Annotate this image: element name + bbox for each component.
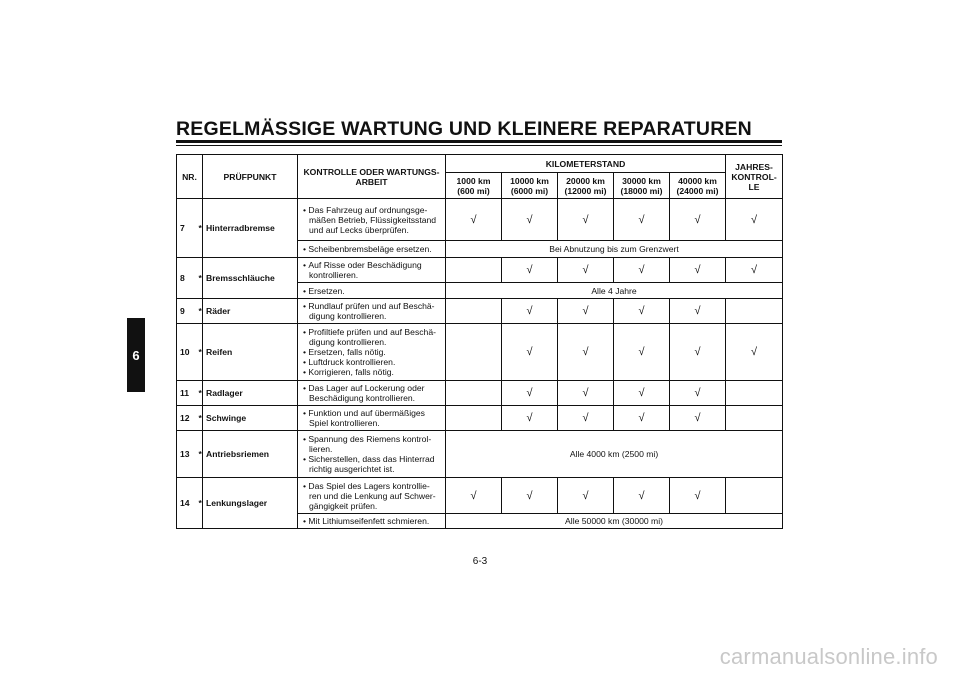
check-mark: √ — [502, 381, 558, 406]
page-title: REGELMÄSSIGE WARTUNG UND KLEINERE REPARATUREN — [176, 118, 752, 140]
header-km-2: 10000 km (6000 mi) — [502, 173, 558, 199]
action-list — [301, 516, 442, 526]
action-cell — [298, 241, 446, 258]
interval-note: Alle 4000 km (2500 mi) — [446, 431, 783, 478]
empty-cell — [446, 258, 502, 283]
action-cell — [298, 283, 446, 299]
check-mark: √ — [670, 324, 726, 381]
check-item: Hinterradbremse — [203, 199, 298, 258]
check-mark: √ — [558, 478, 614, 514]
asterisk-marker: * — [196, 431, 203, 478]
action-item: • Das Fahrzeug auf ordnungsge-mäßen Betrieb, Flüssigkeitsstand und auf Lecks überprüfen. — [301, 205, 442, 235]
table-row — [177, 381, 783, 406]
empty-cell — [446, 299, 502, 324]
action-list — [301, 205, 442, 235]
action-cell — [298, 406, 446, 431]
check-mark: √ — [558, 324, 614, 381]
check-mark: √ — [558, 406, 614, 431]
watermark: carmanualsonline.info — [719, 644, 938, 669]
check-mark: √ — [726, 258, 783, 283]
row-number: 13 — [177, 431, 196, 478]
check-mark: √ — [558, 299, 614, 324]
empty-cell — [446, 381, 502, 406]
check-mark: √ — [446, 478, 502, 514]
action-cell — [298, 478, 446, 514]
check-mark: √ — [614, 324, 670, 381]
table-row — [177, 258, 783, 283]
action-cell — [298, 514, 446, 529]
asterisk-marker: * — [196, 199, 203, 258]
asterisk-marker: * — [196, 406, 203, 431]
page-number: 6-3 — [472, 556, 488, 567]
check-item: Lenkungslager — [203, 478, 298, 529]
action-list — [301, 481, 442, 511]
check-mark: √ — [670, 258, 726, 283]
row-number: 7 — [177, 199, 196, 258]
header-nr: NR. — [177, 155, 203, 199]
check-item: Antriebsriemen — [203, 431, 298, 478]
action-item: • Profiltiefe prüfen und auf Beschä-digung kontrollieren. — [301, 327, 442, 347]
check-mark: √ — [502, 299, 558, 324]
table-row — [177, 324, 783, 381]
check-item: Bremsschläuche — [203, 258, 298, 299]
row-number: 11 — [177, 381, 196, 406]
table-row — [177, 431, 783, 478]
check-mark: √ — [558, 381, 614, 406]
action-item: • Ersetzen, falls nötig. — [301, 347, 442, 357]
empty-cell — [726, 478, 783, 514]
check-mark: √ — [502, 258, 558, 283]
check-mark: √ — [670, 199, 726, 241]
check-mark: √ — [614, 406, 670, 431]
asterisk-marker: * — [196, 381, 203, 406]
action-cell — [298, 381, 446, 406]
check-mark: √ — [446, 199, 502, 241]
interval-note: Alle 4 Jahre — [446, 283, 783, 299]
asterisk-marker: * — [196, 299, 203, 324]
action-list — [301, 327, 442, 377]
asterisk-marker: * — [196, 324, 203, 381]
header-yearly: JAHRES-KONTROL-LE — [726, 155, 783, 199]
row-number: 12 — [177, 406, 196, 431]
action-cell — [298, 258, 446, 283]
action-item: • Spannung des Riemens kontrol-lieren. — [301, 434, 442, 454]
chapter-tab: 6 — [127, 318, 145, 392]
check-mark: √ — [614, 199, 670, 241]
check-mark: √ — [670, 478, 726, 514]
header-km-4: 30000 km (18000 mi) — [614, 173, 670, 199]
table-row — [177, 406, 783, 431]
check-item: Schwinge — [203, 406, 298, 431]
header-action: KONTROLLE ODER WARTUNGS-ARBEIT — [298, 155, 446, 199]
check-mark: √ — [502, 324, 558, 381]
check-item: Reifen — [203, 324, 298, 381]
empty-cell — [726, 299, 783, 324]
row-number: 14 — [177, 478, 196, 529]
table-row — [177, 299, 783, 324]
check-mark: √ — [726, 324, 783, 381]
check-mark: √ — [614, 478, 670, 514]
action-list — [301, 434, 442, 474]
empty-cell — [446, 324, 502, 381]
row-number: 8 — [177, 258, 196, 299]
title-underline — [176, 140, 782, 143]
check-mark: √ — [502, 478, 558, 514]
action-item: • Rundlauf prüfen und auf Beschä-digung kontrollieren. — [301, 301, 442, 321]
empty-cell — [726, 406, 783, 431]
header-item: PRÜFPUNKT — [203, 155, 298, 199]
check-item: Radlager — [203, 381, 298, 406]
check-mark: √ — [558, 199, 614, 241]
action-item: • Sicherstellen, dass das Hinterrad richtig ausgerichtet ist. — [301, 454, 442, 474]
interval-note: Bei Abnutzung bis zum Grenzwert — [446, 241, 783, 258]
action-cell — [298, 299, 446, 324]
check-mark: √ — [670, 406, 726, 431]
action-item: • Korrigieren, falls nötig. — [301, 367, 442, 377]
action-list — [301, 383, 442, 403]
action-item: • Das Lager auf Lockerung oder Beschädigung kontrollieren. — [301, 383, 442, 403]
maintenance-table — [176, 154, 783, 529]
check-mark: √ — [614, 258, 670, 283]
check-mark: √ — [614, 381, 670, 406]
check-mark: √ — [726, 199, 783, 241]
check-mark: √ — [614, 299, 670, 324]
action-item: • Luftdruck kontrollieren. — [301, 357, 442, 367]
asterisk-marker: * — [196, 478, 203, 529]
action-cell — [298, 199, 446, 241]
table-row — [177, 199, 783, 241]
row-number: 10 — [177, 324, 196, 381]
action-list — [301, 408, 442, 428]
header-km-group: KILOMETERSTAND — [446, 155, 726, 173]
check-mark: √ — [502, 199, 558, 241]
action-cell — [298, 324, 446, 381]
header-km-5: 40000 km (24000 mi) — [670, 173, 726, 199]
row-number: 9 — [177, 299, 196, 324]
check-mark: √ — [670, 381, 726, 406]
title-underline-thin — [176, 145, 782, 146]
action-item: • Das Spiel des Lagers kontrollie-ren und die Lenkung auf Schwer-gängigkeit prüfen. — [301, 481, 442, 511]
action-cell — [298, 431, 446, 478]
action-item: • Auf Risse oder Beschädigung kontrollieren. — [301, 260, 442, 280]
action-list — [301, 286, 442, 296]
table-row — [177, 478, 783, 514]
check-mark: √ — [558, 258, 614, 283]
action-list — [301, 244, 442, 254]
header-km-1: 1000 km (600 mi) — [446, 173, 502, 199]
action-item: • Mit Lithiumseifenfett schmieren. — [301, 516, 442, 526]
check-mark: √ — [670, 299, 726, 324]
action-list — [301, 301, 442, 321]
empty-cell — [446, 406, 502, 431]
action-item: • Scheibenbremsbeläge ersetzen. — [301, 244, 442, 254]
action-list — [301, 260, 442, 280]
interval-note: Alle 50000 km (30000 mi) — [446, 514, 783, 529]
action-item: • Funktion und auf übermäßiges Spiel kontrollieren. — [301, 408, 442, 428]
asterisk-marker: * — [196, 258, 203, 299]
check-mark: √ — [502, 406, 558, 431]
header-km-3: 20000 km (12000 mi) — [558, 173, 614, 199]
check-item: Räder — [203, 299, 298, 324]
action-item: • Ersetzen. — [301, 286, 442, 296]
empty-cell — [726, 381, 783, 406]
